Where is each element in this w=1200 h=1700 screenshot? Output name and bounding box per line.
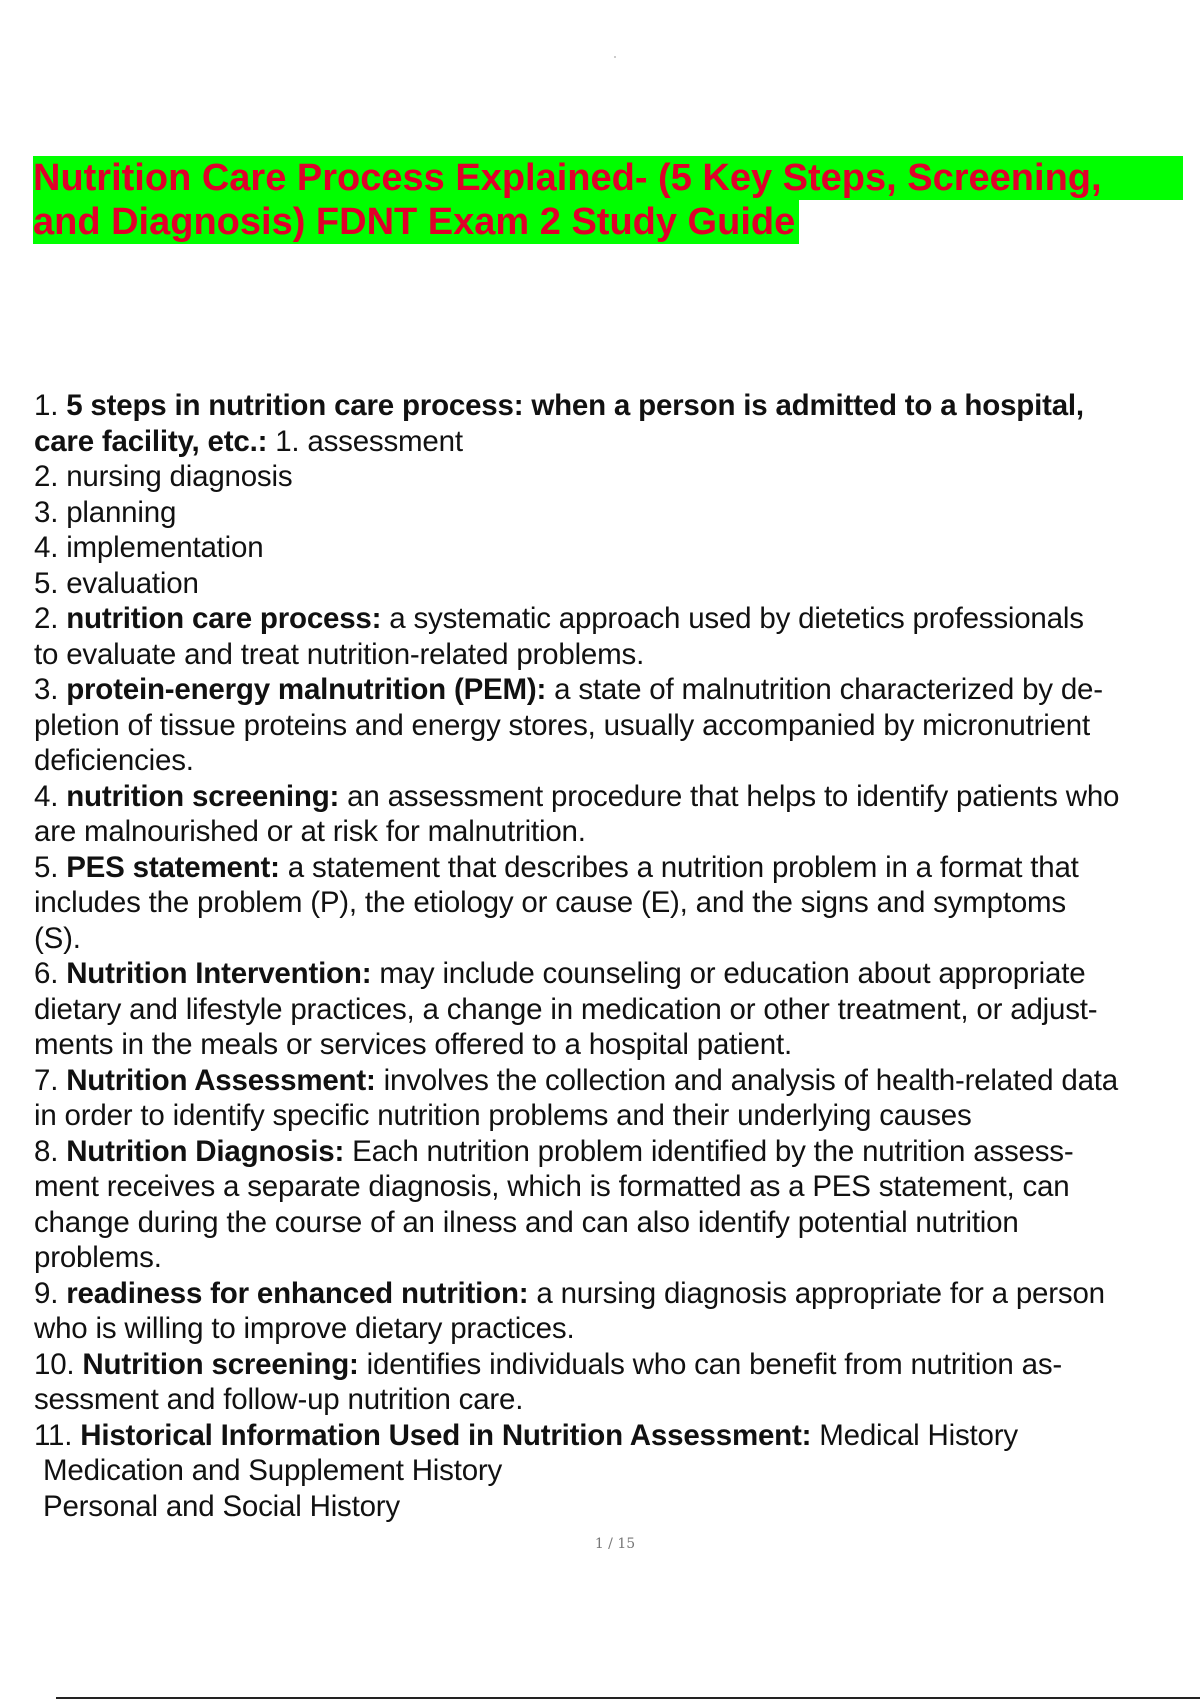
title-line-1: Nutrition Care Process Explained- (5 Key Steps, Screening, [33, 156, 1183, 200]
definition-text: involves the collection and analysis of health-related data [375, 1063, 1118, 1097]
definition-text: an assessment procedure that helps to identify patients who [339, 779, 1120, 813]
text-line [34, 424, 1200, 460]
text-line [34, 743, 1200, 779]
text-line [34, 885, 1200, 921]
definition-text: sessment and follow-up nutrition care. [34, 1383, 524, 1416]
definition-text: Medication and Supplement History [43, 1454, 503, 1487]
text-line [34, 495, 1200, 531]
definition-text: a nursing diagnosis appropriate for a person [528, 1276, 1105, 1310]
text-line [34, 1063, 1200, 1099]
text-line [34, 459, 1200, 495]
term: protein-energy malnutrition (PEM): [66, 673, 547, 706]
term: Nutrition Diagnosis: [66, 1134, 345, 1168]
term: nutrition care process: [66, 602, 382, 635]
text-line [34, 1489, 1200, 1525]
item-number: 8. [34, 1134, 67, 1168]
term: Nutrition Intervention: [66, 957, 372, 990]
item-number: 7. [34, 1063, 67, 1097]
definition-text: 2. nursing diagnosis [34, 460, 293, 493]
definition-text: 4. implementation [34, 531, 264, 564]
definition-text: includes the problem (P), the etiology or cause (E), and the signs and symptoms [34, 886, 1066, 919]
text-line [34, 1276, 1200, 1312]
text-line [34, 1418, 1200, 1454]
item-number: 3. [34, 673, 67, 706]
item-number: 5. [34, 850, 67, 884]
term: Historical Information Used in Nutrition Assessment: [80, 1418, 812, 1452]
definition-text: pletion of tissue proteins and energy stores, usually accompanied by micronutrient [34, 708, 1091, 742]
text-line [34, 530, 1200, 566]
text-line [34, 1205, 1200, 1241]
text-line [34, 850, 1200, 886]
text-line [34, 708, 1200, 744]
definition-text: Each nutrition problem identified by the nutrition assess- [344, 1134, 1074, 1168]
text-line [34, 601, 1200, 637]
term: readiness for enhanced nutrition: [66, 1276, 529, 1310]
term: Nutrition screening: [82, 1347, 359, 1381]
item-number: 10. [34, 1347, 83, 1381]
definition-text: who is willing to improve dietary practices. [34, 1312, 575, 1345]
item-number: 11. [34, 1418, 81, 1452]
page-top-mark [614, 56, 616, 58]
definition-text: deficiencies. [34, 744, 194, 777]
definition-text: a systematic approach used by dietetics professionals [381, 602, 1084, 635]
definition-text: to evaluate and treat nutrition-related problems. [34, 637, 645, 671]
item-number: 9. [34, 1276, 67, 1310]
text-line [34, 388, 1200, 424]
document-title [33, 156, 1183, 244]
text-line [34, 1311, 1200, 1347]
text-line [34, 1347, 1200, 1383]
item-number: 4. [34, 779, 67, 813]
term: nutrition screening: [66, 779, 340, 813]
definition-text: Personal and Social History [43, 1489, 400, 1523]
definition-text: may include counseling or education about appropriate [371, 957, 1086, 990]
text-line [34, 1098, 1200, 1134]
text-line [34, 672, 1200, 708]
text-line [34, 637, 1200, 673]
text-line [34, 921, 1200, 957]
text-line [34, 992, 1200, 1028]
definition-text: 3. planning [34, 495, 177, 529]
term: care facility, etc.: [34, 424, 268, 458]
definition-text: identifies individuals who can benefit from nutrition as- [358, 1347, 1063, 1381]
text-line [34, 1169, 1200, 1205]
definition-text: change during the course of an ilness and can also identify potential nutrition [34, 1205, 1019, 1239]
study-guide-body [34, 388, 1200, 1524]
definition-text: a statement that describes a nutrition problem in a format that [279, 850, 1079, 884]
text-line [34, 1027, 1200, 1063]
definition-text: in order to identify specific nutrition problems and their underlying causes [34, 1099, 972, 1132]
term: PES statement: [66, 850, 280, 884]
title-line-2: and Diagnosis) FDNT Exam 2 Study Guide [33, 200, 799, 244]
item-number: 1. [34, 389, 67, 422]
text-line [34, 779, 1200, 815]
term: 5 steps in nutrition care process: when a person is admitted to a hospital, [66, 389, 1084, 422]
definition-text: a state of malnutrition characterized by de- [546, 673, 1103, 706]
item-number: 6. [34, 957, 67, 990]
definition-text: problems. [34, 1241, 162, 1274]
definition-text: dietary and lifestyle practices, a change in medication or other treatment, or adjust- [34, 992, 1098, 1026]
text-line [34, 1240, 1200, 1276]
page-number: 1 / 15 [594, 1536, 636, 1552]
text-line [34, 1134, 1200, 1170]
text-line [34, 956, 1200, 992]
definition-text: 1. assessment [267, 424, 463, 458]
definition-text: Medical History [811, 1418, 1018, 1452]
page-bottom-rule [56, 1697, 1200, 1699]
text-line [34, 566, 1200, 602]
definition-text: (S). [34, 921, 81, 955]
definition-text: ments in the meals or services offered to a hospital patient. [34, 1028, 792, 1061]
text-line [34, 1382, 1200, 1418]
definition-text: are malnourished or at risk for malnutrition. [34, 815, 586, 848]
item-number: 2. [34, 602, 67, 635]
text-line [34, 814, 1200, 850]
definition-text: 5. evaluation [34, 566, 199, 600]
term: Nutrition Assessment: [66, 1063, 376, 1097]
text-line [34, 1453, 1200, 1489]
definition-text: ment receives a separate diagnosis, which is formatted as a PES statement, can [34, 1170, 1070, 1203]
